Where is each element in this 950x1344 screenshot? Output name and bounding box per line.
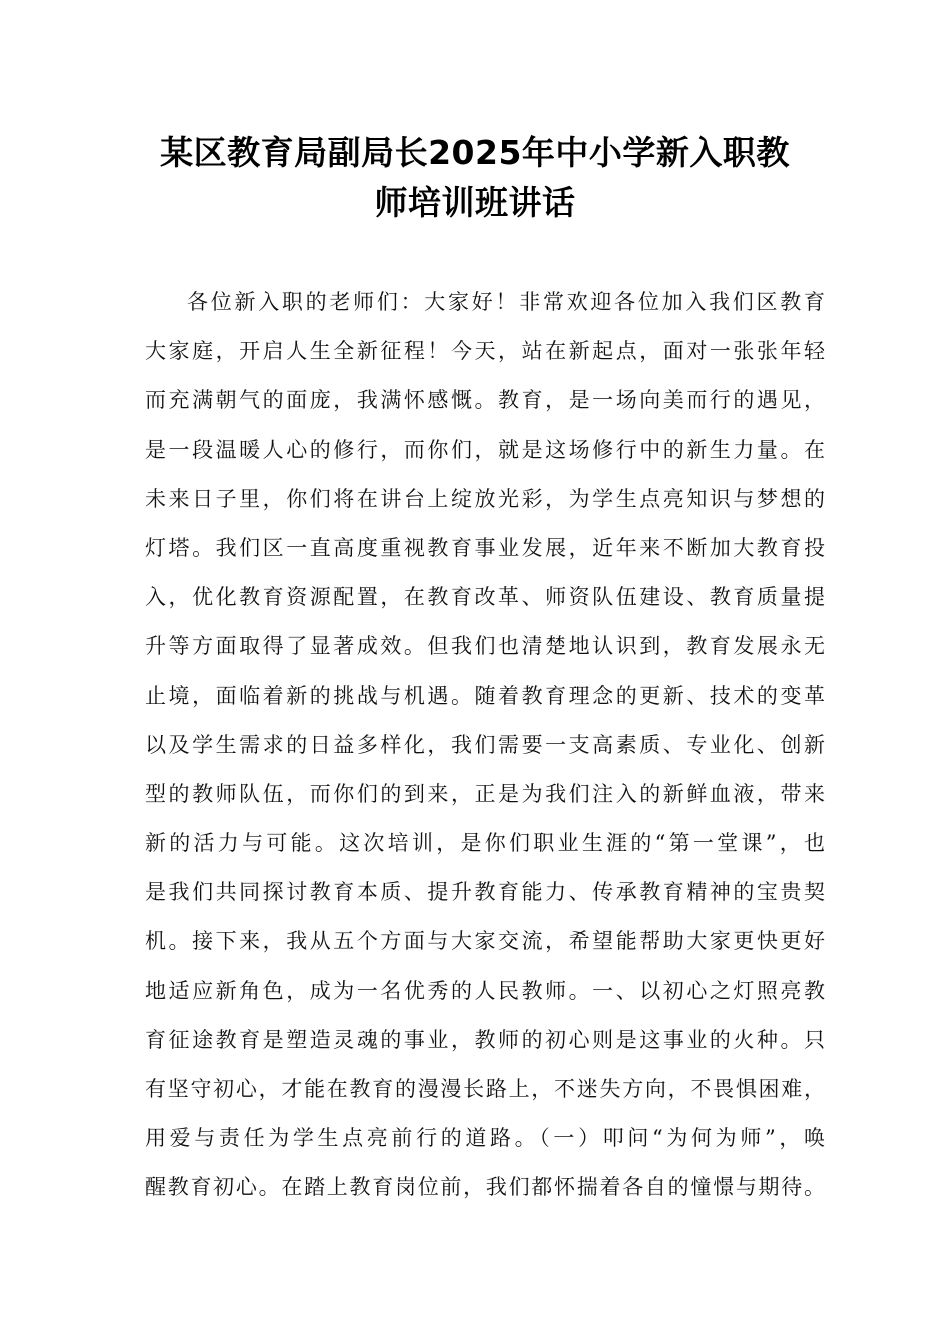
body-line: 用爱与责任为学生点亮前行的道路。（一）叩问“为何为师”，唤	[145, 1126, 825, 1151]
body-line: 止境，面临着新的挑战与机遇。随着教育理念的更新、技术的变革	[145, 683, 825, 708]
body-line: 而充满朝气的面庞，我满怀感慨。教育，是一场向美而行的遇见，	[145, 388, 825, 413]
body-line: 入，优化教育资源配置，在教育改革、师资队伍建设、教育质量提	[145, 585, 825, 610]
body-line: 育征途教育是塑造灵魂的事业，教师的初心则是这事业的火种。只	[145, 1027, 825, 1052]
body-line: 大家庭，开启人生全新征程！今天，站在新起点，面对一张张年轻	[145, 339, 825, 364]
body-line: 型的教师队伍，而你们的到来，正是为我们注入的新鲜血液，带来	[145, 781, 825, 806]
body-line: 地适应新角色，成为一名优秀的人民教师。一、以初心之灯照亮教	[145, 978, 825, 1003]
body-line: 灯塔。我们区一直高度重视教育事业发展，近年来不断加大教育投	[145, 535, 825, 560]
speech-body	[145, 284, 825, 1219]
body-line: 是一段温暖人心的修行，而你们，就是这场修行中的新生力量。在	[145, 437, 825, 462]
title-line-1: 某区教育局副局长2025年中小学新入职教	[160, 133, 790, 172]
body-line: 各位新入职的老师们：大家好！非常欢迎各位加入我们区教育	[187, 290, 825, 314]
body-line: 未来日子里，你们将在讲台上绽放光彩，为学生点亮知识与梦想的	[145, 486, 825, 511]
body-line: 升等方面取得了显著成效。但我们也清楚地认识到，教育发展永无	[145, 634, 825, 659]
body-line: 有坚守初心，才能在教育的漫漫长路上，不迷失方向，不畏惧困难，	[145, 1077, 825, 1101]
body-line: 醒教育初心。在踏上教育岗位前，我们都怀揣着各自的憧憬与期待。	[145, 1175, 825, 1200]
body-line: 是我们共同探讨教育本质、提升教育能力、传承教育精神的宝贵契	[145, 880, 825, 905]
body-line: 机。接下来，我从五个方面与大家交流，希望能帮助大家更快更好	[145, 929, 825, 954]
document-title	[100, 128, 850, 228]
body-line: 新的活力与可能。这次培训，是你们职业生涯的“第一堂课”，也	[145, 831, 825, 856]
title-line-2: 师培训班讲话	[374, 183, 576, 222]
body-line: 以及学生需求的日益多样化，我们需要一支高素质、专业化、创新	[145, 732, 825, 757]
